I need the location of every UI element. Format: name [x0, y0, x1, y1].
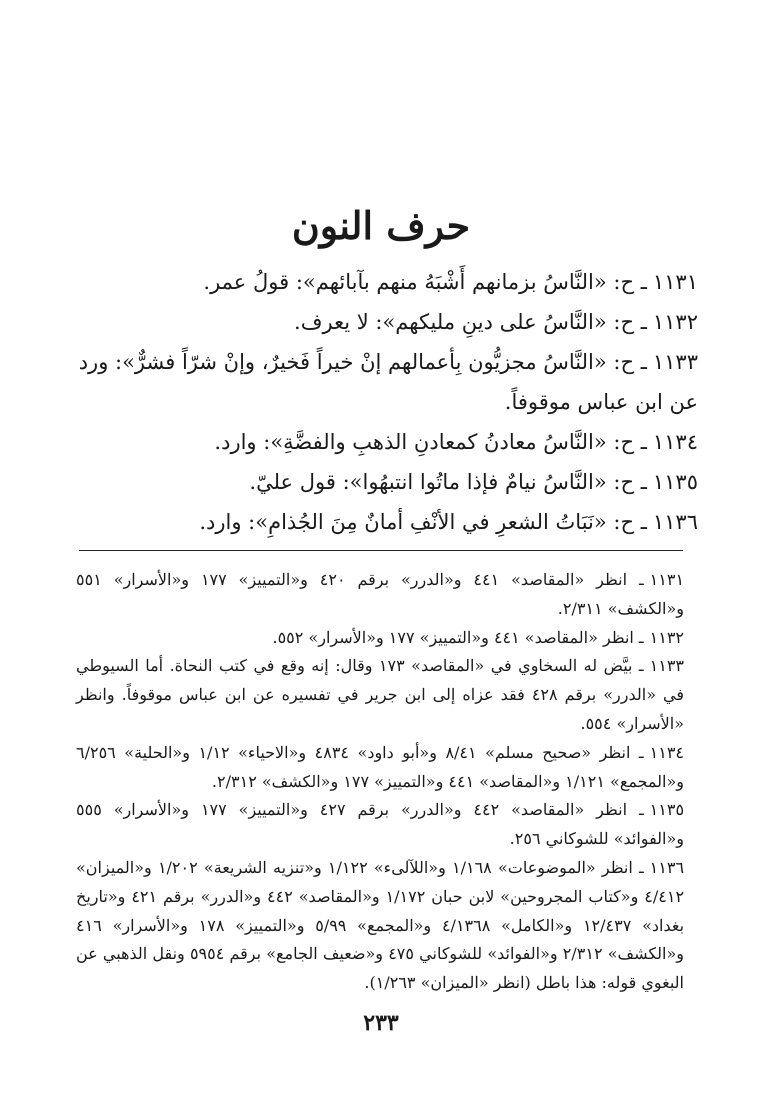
entry-number: ١١٣٤ [652, 430, 698, 454]
entry-text: ـ ح: «النَّاسُ بزمانهم أَشْبَهُ منهم بآبائهم»: قولُ عمر. [203, 270, 647, 294]
footnote-text: ـ انظر «صحيح مسلم» ٨/٤١ و«أبو داود» ٤٨٣٤ و«الاحياء» ١/١٢ و«الحلية» ٦/٢٥٦ و«المجمع» ١/١٢١ و«المقاصد» ٤٤١ و«التمييز» ١٧٧ و«الكشف» ٢/٣١٢. [76, 742, 684, 791]
footnote-1135 [76, 796, 684, 854]
entry-1135 [68, 462, 698, 502]
chapter-heading: حرف النون [291, 203, 471, 248]
entry-number: ١١٣١ [652, 270, 698, 294]
footnote-1133 [76, 652, 684, 738]
entry-number: ١١٣٥ [652, 470, 698, 494]
footnote-number: ١١٣٦ [649, 857, 685, 877]
footnote-1136 [76, 854, 684, 998]
footnote-text: ـ انظر «المقاصد» ٤٤١ و«التمييز» ١٧٧ و«الأسرار» ٥٥٢. [272, 627, 644, 647]
page-number: ٢٣٣ [363, 1010, 399, 1036]
entry-text: ـ ح: «النَّاسُ مجزيُّون بِأعمالهم إنْ خيراً فَخيرٌ، وإنْ شرّاً فشرٌّ»: ورد عن ابن عباس موقوفاً. [78, 350, 698, 414]
entry-number: ١١٣٢ [652, 310, 698, 334]
entry-1133 [68, 342, 698, 422]
footnote-text: ـ انظر «الموضوعات» ١/١٦٨ و«اللآلىء» ١/١٢٢ و«تنزيه الشريعة» ١/٢٠٢ و«الميزان» ٤/٤١٢ و«كتاب المجروحين» لابن حبان ١/١٧٢ و«المقاصد» ٤٤٢ و«الدرر» برقم ٤٢١ و«تاريخ بغداد» ١٢/٤٣٧ و«الكامل» ٤/١٣٦٨ و«المجمع» ٥/٩٩ و«التمييز» ١٧٨ و«الأسرار» ٤١٦ و«الكشف» ٢/٣١٢ و«الفوائد» للشوكاني ٤٧٥ و«ضعيف الجامع» برقم ٥٩٥٤ ونقل الذهبي عن البغوي قوله: هذا باطل (انظر «الميزان» ١/٢٦٣). [76, 857, 685, 993]
footnote-1131 [76, 566, 684, 624]
footnote-text: ـ انظر «المقاصد» ٤٤١ و«الدرر» برقم ٤٢٠ و«التمييز» ١٧٧ و«الأسرار» ٥٥١ و«الكشف» ٢/٣١١. [76, 570, 684, 618]
footnote-number: ١١٣٣ [649, 656, 684, 676]
footnote-text: ـ بيَّض له السخاوي في «المقاصد» ١٧٣ وقال: إنه وقع في كتب النحاة. أما السيوطي في «الدرر» برقم ٤٢٨ فقد عزاه إلى ابن جرير في تفسيره عن ابن عباس موقوفاً. وانظر «الأسرار» ٥٥٤. [76, 656, 684, 733]
entry-1132 [68, 302, 698, 342]
entry-1134 [68, 422, 698, 462]
entry-text: ـ ح: «النَّاسُ على دينِ مليكهم»: لا يعرف. [294, 310, 647, 334]
footnotes-list [76, 566, 684, 998]
footnote-1132 [76, 624, 684, 653]
entry-number: ١١٣٣ [652, 350, 698, 374]
entry-1131 [68, 262, 698, 302]
entry-text: ـ ح: «النَّاسُ معادنُ كمعادنِ الذهبِ والفضَّةِ»: وارد. [214, 430, 647, 454]
footnote-number: ١١٣٢ [649, 627, 684, 647]
entry-text: ـ ح: «النَّاسُ نيامٌ فإذا ماتُوا انتبهُوا»: قول عليّ. [249, 470, 647, 494]
footnote-number: ١١٣١ [649, 570, 685, 589]
entry-number: ١١٣٦ [652, 510, 698, 534]
footnote-divider [79, 550, 683, 551]
footnote-1134 [76, 739, 684, 797]
footnote-number: ١١٣٤ [649, 742, 684, 762]
footnote-number: ١١٣٥ [649, 800, 685, 820]
footnote-text: ـ انظر «المقاصد» ٤٤٢ و«الدرر» برقم ٤٢٧ و«التمييز» ١٧٧ و«الأسرار» ٥٥٥ و«الفوائد» للشوكاني ٢٥٦. [76, 800, 684, 849]
entries-list [68, 262, 698, 542]
entry-text: ـ ح: «نَبَاتُ الشعرِ في الأنْفِ أمانٌ مِنَ الجُذامِ»: وارد. [199, 510, 647, 534]
entry-1136 [68, 502, 698, 542]
